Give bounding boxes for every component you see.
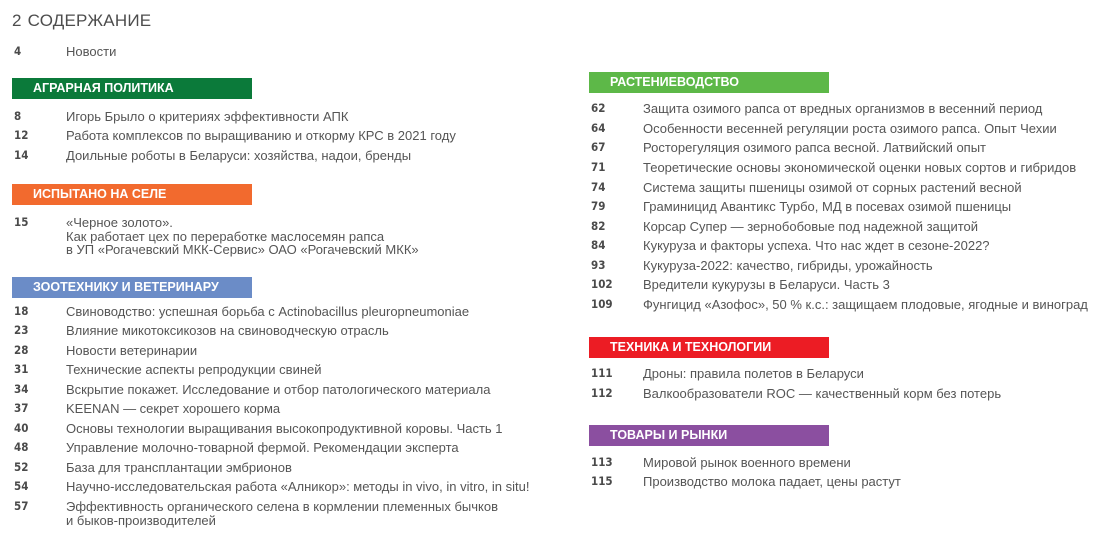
- entry-page-number: 18: [14, 304, 29, 318]
- entry-title: [66, 324, 389, 338]
- entry-title: [66, 344, 197, 358]
- entry-title: [66, 402, 280, 416]
- entry-title-line: Фунгицид «Азофос», 50 % к.с.: защищаем плодовые, ягодные и виноград: [643, 297, 1088, 312]
- entry-title-line: Новости: [66, 44, 117, 59]
- entry-title-line: Свиноводство: успешная борьба с Actinobacillus pleuropneumoniae: [66, 304, 470, 319]
- entry-title: [643, 200, 1011, 214]
- entry-page-number: 93: [591, 258, 606, 272]
- entry-title-line: Система защиты пшеницы озимой от сорных растений весной: [643, 180, 1022, 195]
- entry-title: [643, 367, 864, 381]
- entry-title: [643, 102, 1042, 116]
- entry-page-number: 109: [591, 297, 613, 311]
- entry-page-number: 84: [591, 238, 606, 252]
- page-number: 2: [12, 11, 22, 30]
- entry-title: [643, 239, 990, 253]
- entry-title: [643, 161, 1076, 175]
- entry-page-number: 115: [591, 474, 613, 488]
- entry-title-line: Доильные роботы в Беларуси: хозяйства, надои, бренды: [66, 148, 412, 163]
- entry-title: [66, 461, 292, 475]
- entry-page-number: 52: [14, 460, 29, 474]
- entry-title-line: Эффективность органического селена в кормлении племенных бычков: [66, 499, 499, 514]
- entry-title-line: Основы технологии выращивания высокопродуктивной коровы. Часть 1: [66, 421, 503, 436]
- entry-page-number: 102: [591, 277, 613, 291]
- entry-title: [643, 259, 933, 273]
- entry-title-line: Технические аспекты репродукции свиней: [66, 362, 322, 377]
- entry-page-number: 8: [14, 109, 22, 123]
- entry-page-number: 15: [14, 215, 29, 229]
- entry-title-line: Вредители кукурузы в Беларуси. Часть 3: [643, 277, 890, 292]
- entry-title-line: KEENAN — секрет хорошего корма: [66, 401, 281, 416]
- entry-title-line: Производство молока падает, цены растут: [643, 474, 901, 489]
- entry-title: [643, 278, 890, 292]
- entry-title: [643, 141, 986, 155]
- section-header-tested-in-village: ИСПЫТАНО НА СЕЛЕ: [12, 184, 252, 205]
- entry-title-line: Игорь Брыло о критериях эффективности АПК: [66, 109, 349, 124]
- entry-title: [66, 305, 469, 319]
- entry-title: [66, 149, 411, 163]
- entry-page-number: 71: [591, 160, 606, 174]
- entry-title-line: «Черное золото».: [66, 215, 173, 230]
- entry-title-line: Граминицид Авантикс Турбо, МД в посевах озимой пшеницы: [643, 199, 1012, 214]
- entry-page-number: 111: [591, 366, 613, 380]
- entry-page-number: 64: [591, 121, 606, 135]
- entry-title: [66, 45, 116, 59]
- section-header-machinery: ТЕХНИКА И ТЕХНОЛОГИИ: [589, 337, 829, 358]
- entry-title-line: Вскрытие покажет. Исследование и отбор патологического материала: [66, 382, 491, 397]
- entry-title: [643, 298, 1088, 312]
- section-header-goods-markets: ТОВАРЫ И РЫНКИ: [589, 425, 829, 446]
- entry-page-number: 54: [14, 479, 29, 493]
- entry-title-line: Особенности весенней регуляции роста озимого рапса. Опыт Чехии: [643, 121, 1057, 136]
- entry-title-line: Научно-исследовательская работа «Алникор»: методы in vivo, in vitro, in situ!: [66, 479, 530, 494]
- entry-title-line: Мировой рынок военного времени: [643, 455, 851, 470]
- entry-title-line: Дроны: правила полетов в Беларуси: [643, 366, 864, 381]
- entry-title: [643, 122, 1057, 136]
- entry-page-number: 57: [14, 499, 29, 513]
- entry-title: [66, 129, 456, 143]
- entry-title: [66, 422, 503, 436]
- entry-title-line: Кукуруза-2022: качество, гибриды, урожайность: [643, 258, 933, 273]
- entry-title-line: Валкообразователи ROC — качественный корм без потерь: [643, 386, 1002, 401]
- entry-title-line: Как работает цех по переработке маслосемян рапса: [66, 228, 385, 244]
- entry-page-number: 23: [14, 323, 29, 337]
- entry-title-line: База для трансплантации эмбрионов: [66, 460, 292, 475]
- entry-page-number: 40: [14, 421, 29, 435]
- entry-title-line: Росторегуляция озимого рапса весной. Латвийский опыт: [643, 140, 987, 155]
- entry-title: [66, 216, 419, 257]
- entry-title-line: Защита озимого рапса от вредных организмов в весенний период: [643, 101, 1043, 116]
- entry-page-number: 14: [14, 148, 29, 162]
- entry-page-number: 79: [591, 199, 606, 213]
- entry-page-number: 62: [591, 101, 606, 115]
- section-header-crop-production: РАСТЕНИЕВОДСТВО: [589, 72, 829, 93]
- entry-page-number: 113: [591, 455, 613, 469]
- entry-title: [66, 383, 490, 397]
- entry-title: [643, 387, 1001, 401]
- entry-page-number: 37: [14, 401, 29, 415]
- entry-title: [66, 500, 498, 527]
- entry-title: [66, 441, 459, 455]
- entry-page-number: 31: [14, 362, 29, 376]
- entry-page-number: 67: [591, 140, 606, 154]
- entry-title-line: Новости ветеринарии: [66, 343, 198, 358]
- entry-page-number: 28: [14, 343, 29, 357]
- entry-title: [66, 363, 322, 377]
- entry-title: [66, 480, 529, 494]
- entry-page-number: 12: [14, 128, 29, 142]
- entry-title: [643, 475, 901, 489]
- entry-page-number: 4: [14, 44, 22, 58]
- entry-page-number: 74: [591, 180, 606, 194]
- entry-title-line: Управление молочно-товарной фермой. Рекомендации эксперта: [66, 440, 459, 455]
- section-header-zootechnics: ЗООТЕХНИКУ И ВЕТЕРИНАРУ: [12, 277, 252, 298]
- entry-title-line: и быков-производителей: [66, 512, 216, 528]
- entry-title-line: Корсар Супер — зернобобовые под надежной защитой: [643, 219, 979, 234]
- entry-title-line: Кукуруза и факторы успеха. Что нас ждет в сезоне-2022?: [643, 238, 990, 253]
- entry-title: [643, 181, 1022, 195]
- entry-title: [643, 456, 851, 470]
- entry-title-line: Работа комплексов по выращиванию и откорму КРС в 2021 году: [66, 128, 456, 143]
- toc-heading: СОДЕРЖАНИЕ: [27, 11, 152, 30]
- entry-page-number: 112: [591, 386, 613, 400]
- entry-title: [643, 220, 978, 234]
- entry-page-number: 34: [14, 382, 29, 396]
- section-header-agrarian-policy: АГРАРНАЯ ПОЛИТИКА: [12, 78, 252, 99]
- entry-title-line: Теоретические основы экономической оценки новых сортов и гибридов: [643, 160, 1077, 175]
- toc-title: [12, 11, 151, 31]
- entry-page-number: 48: [14, 440, 29, 454]
- entry-title-line: в УП «Рогачевский МКК-Сервис» ОАО «Рогачевский МКК»: [66, 242, 419, 257]
- entry-title-line: Влияние микотоксикозов на свиноводческую отрасль: [66, 323, 389, 338]
- entry-page-number: 82: [591, 219, 606, 233]
- entry-title: [66, 110, 348, 124]
